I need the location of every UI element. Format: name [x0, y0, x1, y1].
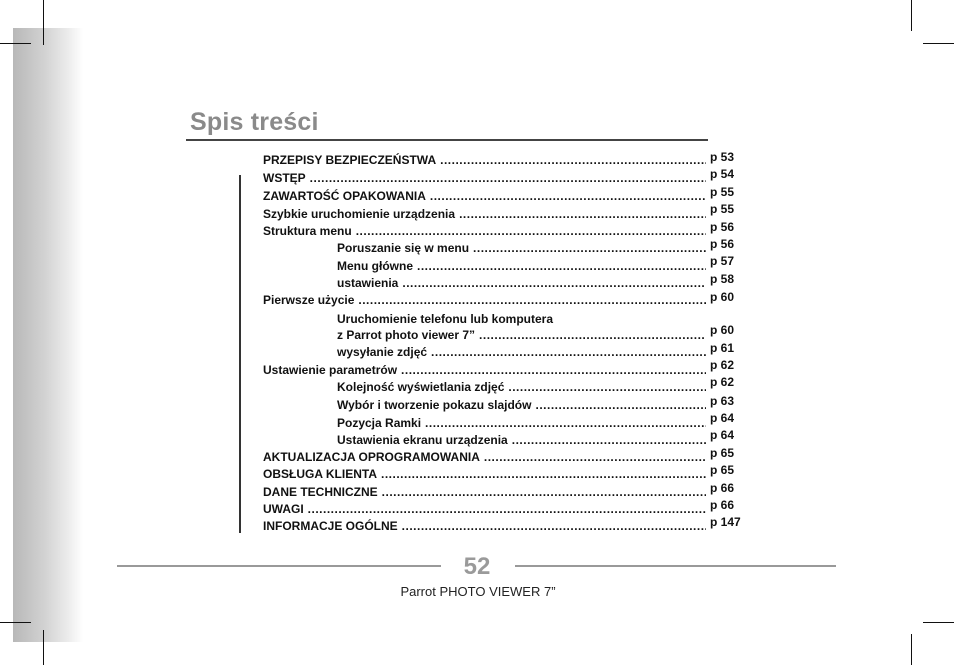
toc-entry-label: Menu główne — [337, 259, 413, 273]
toc-leader-dots — [508, 380, 706, 394]
toc-page-ref[interactable]: p 66 — [710, 498, 735, 512]
toc-leader-dots — [535, 398, 706, 412]
toc-leader-dots — [382, 485, 706, 499]
toc-entry-label: ZAWARTOŚĆ OPAKOWANIA — [263, 189, 426, 203]
toc-entry-label: Pozycja Ramki — [337, 416, 422, 430]
toc-entry[interactable] — [337, 238, 706, 255]
toc-leader-dots — [402, 519, 706, 533]
toc-entry[interactable] — [337, 342, 706, 359]
toc-entry[interactable] — [337, 273, 706, 290]
toc-entry[interactable] — [263, 447, 706, 464]
toc-page-ref[interactable]: p 61 — [710, 341, 735, 355]
toc-leader-dots — [512, 433, 706, 447]
crop-mark — [43, 0, 44, 45]
toc-entry[interactable] — [263, 186, 706, 203]
toc-entry[interactable] — [337, 325, 706, 342]
toc-page-ref[interactable]: p 65 — [710, 463, 735, 477]
toc-entry[interactable] — [337, 377, 706, 394]
toc-leader-dots — [402, 276, 706, 290]
footer-rule-right — [515, 565, 836, 567]
toc-leader-dots — [484, 450, 706, 464]
page-number: 52 — [463, 553, 491, 580]
toc-leader-dots — [479, 328, 706, 342]
toc-page-ref[interactable]: p 63 — [710, 394, 735, 408]
crop-mark — [911, 0, 912, 31]
toc-leader-dots — [356, 224, 706, 238]
toc-page-ref[interactable]: p 60 — [710, 323, 735, 337]
product-name: Parrot PHOTO VIEWER 7” — [400, 584, 556, 599]
crop-mark — [43, 630, 44, 665]
toc-entry[interactable] — [263, 464, 706, 481]
toc-page-ref[interactable]: p 64 — [710, 428, 735, 442]
toc-entry-label: z Parrot photo viewer 7” — [337, 328, 476, 342]
toc-entry-label: Szybkie uruchomienie urządzenia — [263, 207, 456, 221]
toc-entry[interactable] — [263, 150, 706, 167]
toc-leader-dots — [358, 293, 706, 307]
toc-entry[interactable] — [263, 168, 706, 185]
crop-mark — [911, 634, 912, 665]
footer-rule-left — [117, 565, 441, 567]
side-gradient-band — [13, 28, 83, 642]
toc-leader-dots — [459, 207, 706, 221]
toc-entry-label: AKTUALIZACJA OPROGRAMOWANIA — [263, 450, 480, 464]
toc-leader-dots — [430, 189, 706, 203]
toc-entry[interactable] — [337, 395, 706, 412]
toc-leader-dots — [425, 416, 706, 430]
title-underline — [186, 139, 708, 141]
toc-leader-dots — [401, 363, 706, 377]
toc-page-ref[interactable]: p 57 — [710, 254, 735, 268]
toc-entry[interactable] — [263, 360, 706, 377]
toc-entry-label: Pierwsze użycie — [263, 293, 355, 307]
toc-entry-label: Uruchomienie telefonu lub komputera — [337, 312, 554, 326]
toc-leader-dots — [308, 502, 706, 516]
toc-entry-label: Poruszanie się w menu — [337, 241, 470, 255]
crop-mark — [0, 622, 31, 623]
toc-entry[interactable] — [263, 516, 706, 533]
toc-page-ref[interactable]: p 147 — [710, 515, 741, 529]
crop-mark — [923, 43, 954, 44]
toc-entry-label: Kolejność wyświetlania zdjęć — [337, 380, 505, 394]
toc-entry-label: OBSŁUGA KLIENTA — [263, 467, 377, 481]
toc-leader-dots — [417, 259, 706, 273]
toc-entry-label: DANE TECHNICZNE — [263, 485, 378, 499]
toc-entry-label: ustawienia — [337, 276, 399, 290]
crop-mark — [0, 43, 31, 44]
toc-leader-dots — [310, 171, 706, 185]
toc-entry[interactable] — [337, 256, 706, 273]
toc-entry[interactable] — [263, 499, 706, 516]
toc-page-ref[interactable]: p 56 — [710, 237, 735, 251]
toc-page-ref[interactable]: p 53 — [710, 150, 735, 164]
toc-page-ref[interactable]: p 56 — [710, 220, 735, 234]
toc-entry-label: UWAGI — [263, 502, 304, 516]
toc-page-ref[interactable]: p 58 — [710, 272, 735, 286]
toc-entry-label: PRZEPISY BEZPIECZEŃSTWA — [263, 153, 437, 167]
toc-leader-dots — [440, 153, 706, 167]
toc-page-ref[interactable]: p 55 — [710, 202, 735, 216]
toc-page-ref[interactable]: p 64 — [710, 411, 735, 425]
toc-page-ref[interactable]: p 65 — [710, 446, 735, 460]
toc-leader-dots — [431, 345, 706, 359]
toc-vertical-bar — [239, 175, 241, 533]
toc-entry-label: wysyłanie zdjęć — [337, 345, 428, 359]
toc-entry[interactable] — [337, 309, 706, 326]
toc-entry-label: Ustawienie parametrów — [263, 363, 398, 377]
toc-entry[interactable] — [337, 430, 706, 447]
page-title: Spis treści — [190, 108, 319, 136]
toc-leader-dots — [381, 467, 706, 481]
toc-entry[interactable] — [263, 290, 706, 307]
toc-page-ref[interactable]: p 62 — [710, 375, 735, 389]
toc-entry-label: Ustawienia ekranu urządzenia — [337, 433, 508, 447]
toc-entry-label: Wybór i tworzenie pokazu slajdów — [337, 398, 532, 412]
toc-entry[interactable] — [263, 204, 706, 221]
toc-page-ref[interactable]: p 54 — [710, 167, 735, 181]
toc-entry-label: Struktura menu — [263, 224, 352, 238]
toc-page-ref[interactable]: p 55 — [710, 185, 735, 199]
toc-entry[interactable] — [337, 413, 706, 430]
toc-page-ref[interactable]: p 60 — [710, 290, 735, 304]
crop-mark — [923, 622, 954, 623]
toc-entry-label: WSTĘP — [263, 171, 306, 185]
toc-leader-dots — [473, 241, 706, 255]
toc-entry[interactable] — [263, 482, 706, 499]
toc-entry-label: INFORMACJE OGÓLNE — [263, 519, 398, 533]
toc-page-ref[interactable]: p 62 — [710, 358, 735, 372]
toc-page-ref[interactable]: p 66 — [710, 481, 735, 495]
toc-entry[interactable] — [263, 221, 706, 238]
